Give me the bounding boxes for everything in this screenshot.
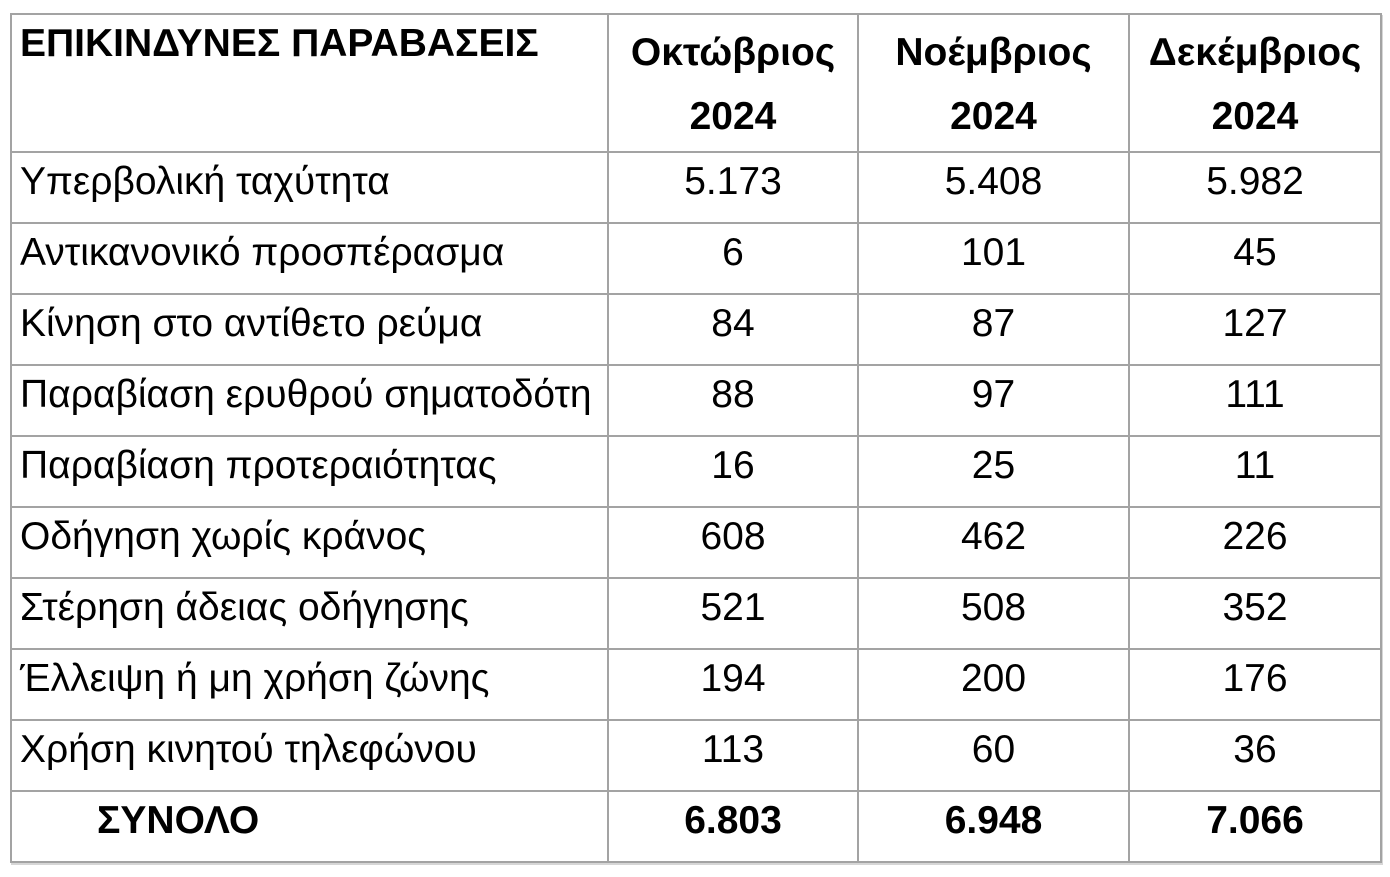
- table-row: [11, 223, 1381, 294]
- value-october: 113: [608, 720, 858, 791]
- violation-label: Κίνηση στο αντίθετο ρεύμα: [11, 294, 608, 365]
- column-header-december-year: 2024: [1211, 95, 1299, 138]
- column-header-december: [1129, 14, 1381, 152]
- value-november: 508: [858, 578, 1129, 649]
- total-november: 6.948: [858, 791, 1129, 862]
- value-november: 87: [858, 294, 1129, 365]
- value-november: 5.408: [858, 152, 1129, 223]
- value-october: 194: [608, 649, 858, 720]
- table-row: [11, 649, 1381, 720]
- value-october: 608: [608, 507, 858, 578]
- value-october: 88: [608, 365, 858, 436]
- column-header-november-year: 2024: [950, 95, 1037, 138]
- value-november: 462: [858, 507, 1129, 578]
- violation-label: Υπερβολική ταχύτητα: [11, 152, 608, 223]
- value-october: 84: [608, 294, 858, 365]
- value-october: 5.173: [608, 152, 858, 223]
- value-october: 521: [608, 578, 858, 649]
- value-december: 352: [1129, 578, 1381, 649]
- table-row: [11, 365, 1381, 436]
- column-header-november: [858, 14, 1129, 152]
- column-header-november-month: Νοέμβριος: [895, 31, 1092, 74]
- table-title-cell: [11, 14, 608, 152]
- column-header-december-month: Δεκέμβριος: [1148, 31, 1362, 74]
- violation-label: Οδήγηση χωρίς κράνος: [11, 507, 608, 578]
- value-december: 226: [1129, 507, 1381, 578]
- violation-label: Παραβίαση ερυθρού σηματοδότη: [11, 365, 608, 436]
- table-row: [11, 578, 1381, 649]
- value-december: 5.982: [1129, 152, 1381, 223]
- value-december: 45: [1129, 223, 1381, 294]
- value-november: 200: [858, 649, 1129, 720]
- table-row: [11, 152, 1381, 223]
- value-december: 176: [1129, 649, 1381, 720]
- violations-table: [10, 13, 1382, 863]
- violation-label: Στέρηση άδειας οδήγησης: [11, 578, 608, 649]
- value-december: 11: [1129, 436, 1381, 507]
- value-december: 127: [1129, 294, 1381, 365]
- column-header-october-month: Οκτώβριος: [630, 31, 836, 74]
- column-header-october-year: 2024: [689, 95, 777, 138]
- violation-label: Παραβίαση προτεραιότητας: [11, 436, 608, 507]
- violation-label: Χρήση κινητού τηλεφώνου: [11, 720, 608, 791]
- table-row: [11, 436, 1381, 507]
- table-title: ΕΠΙΚΙΝΔΥΝΕΣ ΠΑΡΑΒΑΣΕΙΣ: [20, 22, 539, 65]
- total-label: ΣΥΝΟΛΟ: [11, 791, 608, 862]
- value-november: 97: [858, 365, 1129, 436]
- table-total-row: [11, 791, 1381, 862]
- column-header-october: [608, 14, 858, 152]
- violation-label: Αντικανονικό προσπέρασμα: [11, 223, 608, 294]
- table-row: [11, 507, 1381, 578]
- value-november: 60: [858, 720, 1129, 791]
- table-header-row: [11, 14, 1381, 152]
- value-december: 111: [1129, 365, 1381, 436]
- total-october: 6.803: [608, 791, 858, 862]
- violation-label: Έλλειψη ή μη χρήση ζώνης: [11, 649, 608, 720]
- value-november: 25: [858, 436, 1129, 507]
- value-december: 36: [1129, 720, 1381, 791]
- value-october: 16: [608, 436, 858, 507]
- value-november: 101: [858, 223, 1129, 294]
- table-row: [11, 720, 1381, 791]
- table-row: [11, 294, 1381, 365]
- total-december: 7.066: [1129, 791, 1381, 862]
- value-october: 6: [608, 223, 858, 294]
